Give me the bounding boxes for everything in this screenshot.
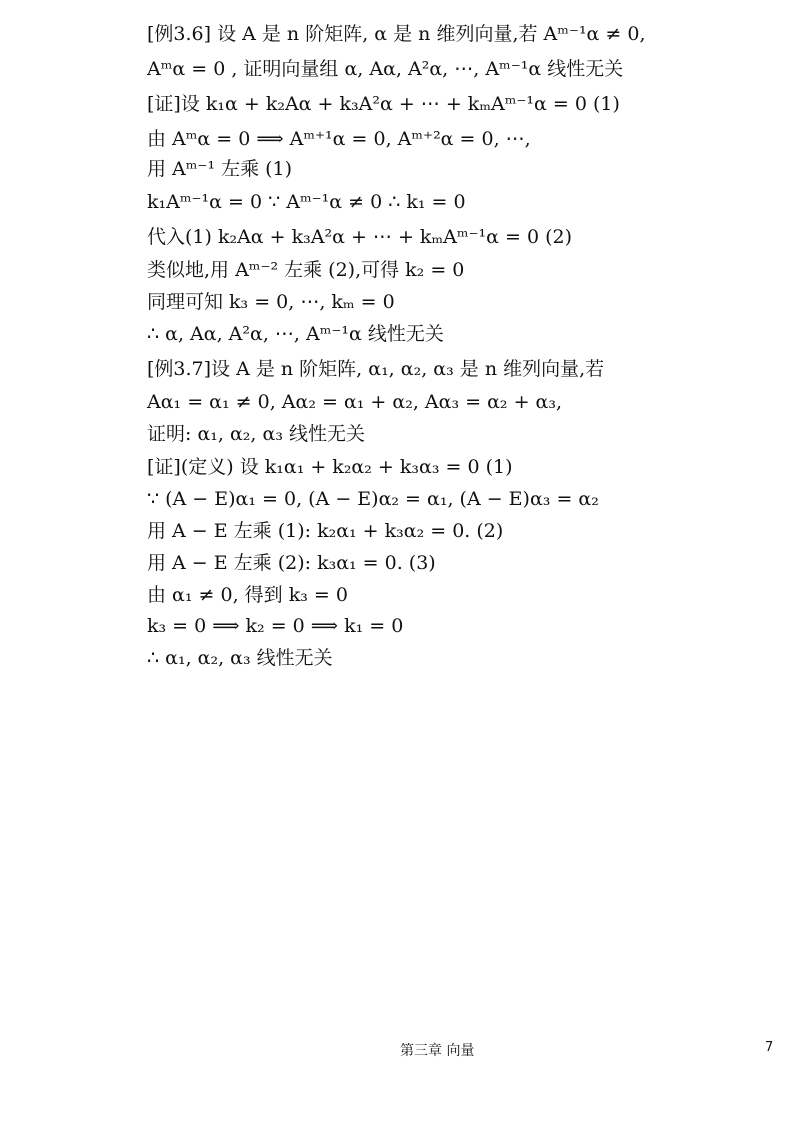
example-3-7-proof-line-5: 由 α₁ ≠ 0, 得到 k₃ = 0 xyxy=(147,584,348,606)
example-3-6-statement-line-1: [例3.6] 设 A 是 n 阶矩阵, α 是 n 维列向量,若 Aᵐ⁻¹α ≠ 0, xyxy=(147,23,646,45)
example-3-6-proof-line-3: 用 Aᵐ⁻¹ 左乘 (1) xyxy=(147,158,293,180)
example-3-7-proof-line-4: 用 A − E 左乘 (2): k₃α₁ = 0. (3) xyxy=(147,552,436,574)
example-3-6-proof-line-7: 同理可知 k₃ = 0, ⋯, kₘ = 0 xyxy=(147,291,395,313)
example-3-7-proof-line-6: k₃ = 0 ⟹ k₂ = 0 ⟹ k₁ = 0 xyxy=(147,615,404,637)
example-3-6-proof-line-2: 由 Aᵐα = 0 ⟹ Aᵐ⁺¹α = 0, Aᵐ⁺²α = 0, ⋯, xyxy=(147,128,531,150)
example-3-6-proof-line-6: 类似地,用 Aᵐ⁻² 左乘 (2),可得 k₂ = 0 xyxy=(147,259,465,281)
example-3-7-conclusion: ∴ α₁, α₂, α₃ 线性无关 xyxy=(147,647,333,669)
example-3-6-statement-line-2: Aᵐα = 0 , 证明向量组 α, Aα, A²α, ⋯, Aᵐ⁻¹α 线性无关 xyxy=(147,58,624,80)
example-3-7-statement-line-3: 证明: α₁, α₂, α₃ 线性无关 xyxy=(147,423,365,445)
example-3-6-conclusion: ∴ α, Aα, A²α, ⋯, Aᵐ⁻¹α 线性无关 xyxy=(147,323,444,345)
example-3-7-proof-line-3: 用 A − E 左乘 (1): k₂α₁ + k₃α₂ = 0. (2) xyxy=(147,520,504,542)
footer-chapter-title: 第三章 向量 xyxy=(400,1043,475,1059)
example-3-7-proof-line-2: ∵ (A − E)α₁ = 0, (A − E)α₂ = α₁, (A − E)α₃ = α₂ xyxy=(147,488,599,510)
example-3-7-statement-line-1: [例3.7]设 A 是 n 阶矩阵, α₁, α₂, α₃ 是 n 维列向量,若 xyxy=(147,358,605,380)
example-3-7-proof-line-1: [证](定义) 设 k₁α₁ + k₂α₂ + k₃α₃ = 0 (1) xyxy=(147,456,513,478)
page-number: 7 xyxy=(765,1040,774,1055)
example-3-7-statement-line-2: Aα₁ = α₁ ≠ 0, Aα₂ = α₁ + α₂, Aα₃ = α₂ + α₃, xyxy=(147,391,563,413)
example-3-6-proof-line-4: k₁Aᵐ⁻¹α = 0 ∵ Aᵐ⁻¹α ≠ 0 ∴ k₁ = 0 xyxy=(147,191,466,213)
example-3-6-proof-line-1: [证]设 k₁α + k₂Aα + k₃A²α + ⋯ + kₘAᵐ⁻¹α = 0 (1) xyxy=(147,93,620,115)
example-3-6-proof-line-5: 代入(1) k₂Aα + k₃A²α + ⋯ + kₘAᵐ⁻¹α = 0 (2) xyxy=(147,226,572,248)
